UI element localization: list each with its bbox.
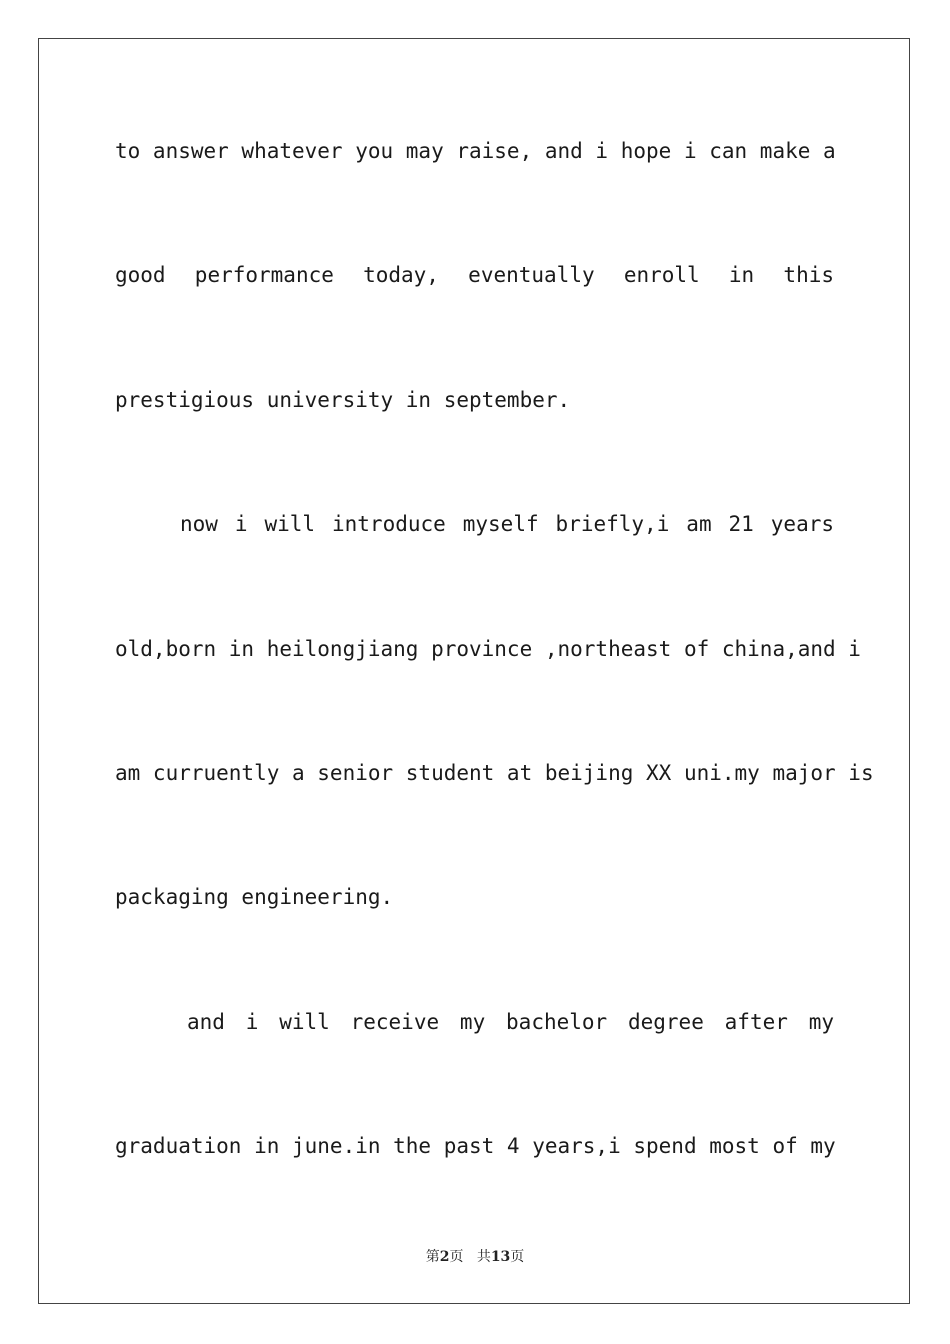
text-line-2: good performance today, eventually enroll in this (115, 263, 834, 287)
text-line-1: to answer whatever you may raise, and i hope i can make a (115, 139, 836, 163)
footer-total-prefix: 共 (476, 1249, 491, 1265)
text-line-8: and i will receive my bachelor degree after my (187, 1010, 834, 1034)
text-line-9: graduation in june.in the past 4 years,i spend most of my (115, 1134, 836, 1158)
text-line-6: am curruently a senior student at beijing XX uni.my major is (115, 761, 874, 785)
text-line-5: old,born in heilongjiang province ,northeast of china,and i (115, 637, 861, 661)
page-footer (0, 1247, 950, 1267)
footer-total-suffix: 页 (510, 1249, 525, 1265)
text-line-7: packaging engineering. (115, 885, 394, 909)
page-border (38, 38, 910, 1304)
footer-page-number: 2 (439, 1249, 450, 1265)
footer-page-suffix: 页 (449, 1249, 464, 1265)
footer-prefix: 第 (425, 1249, 440, 1265)
text-line-4: now i will introduce myself briefly,i am 21 years (180, 512, 834, 536)
footer-total-pages: 13 (490, 1249, 511, 1265)
text-line-3: prestigious university in september. (115, 388, 571, 412)
